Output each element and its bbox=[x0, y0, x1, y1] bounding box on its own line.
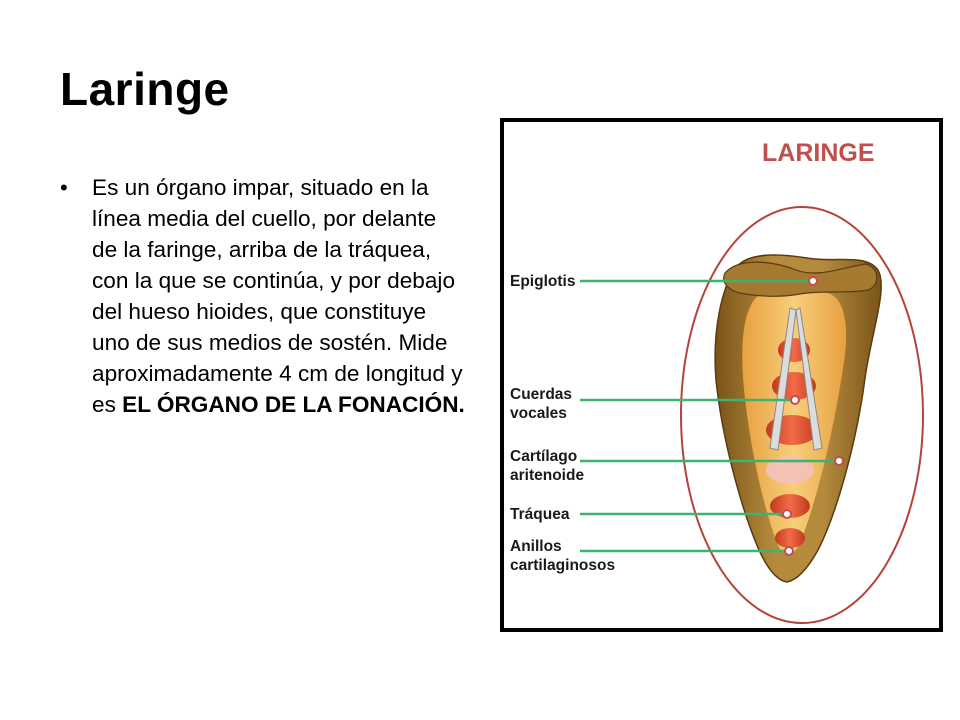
bullet-dot-icon: • bbox=[60, 175, 68, 200]
label-cartilago-1: Cartílago bbox=[510, 448, 578, 465]
bullet-text: Es un órgano impar, situado en la línea media del cuello, por delante de la faringe, arriba de la tráquea, con la que se continúa, y por debajo del hueso hioides, que constituye uno de sus medios de sostén. Mide aproximadamente 4 cm de longitud y es bbox=[92, 175, 463, 417]
label-anillos-1: Anillos bbox=[510, 538, 562, 555]
label-traquea: Tráquea bbox=[510, 506, 570, 523]
bullet-bold-text: EL ÓRGANO DE LA FONACIÓN. bbox=[122, 392, 465, 417]
bullet-list bbox=[60, 172, 465, 420]
slide-title: Laringe bbox=[60, 63, 230, 115]
label-anillos-2: cartilaginosos bbox=[510, 557, 616, 574]
larynx-figure bbox=[500, 118, 943, 632]
figure-title: LARINGE bbox=[762, 139, 875, 167]
bullet-item bbox=[60, 172, 465, 420]
label-epiglotis: Epiglotis bbox=[510, 273, 576, 290]
label-cuerdas-2: vocales bbox=[510, 405, 567, 422]
larynx-illustration bbox=[500, 118, 943, 632]
label-cuerdas-1: Cuerdas bbox=[510, 386, 573, 403]
label-cartilago-2: aritenoide bbox=[510, 467, 585, 484]
